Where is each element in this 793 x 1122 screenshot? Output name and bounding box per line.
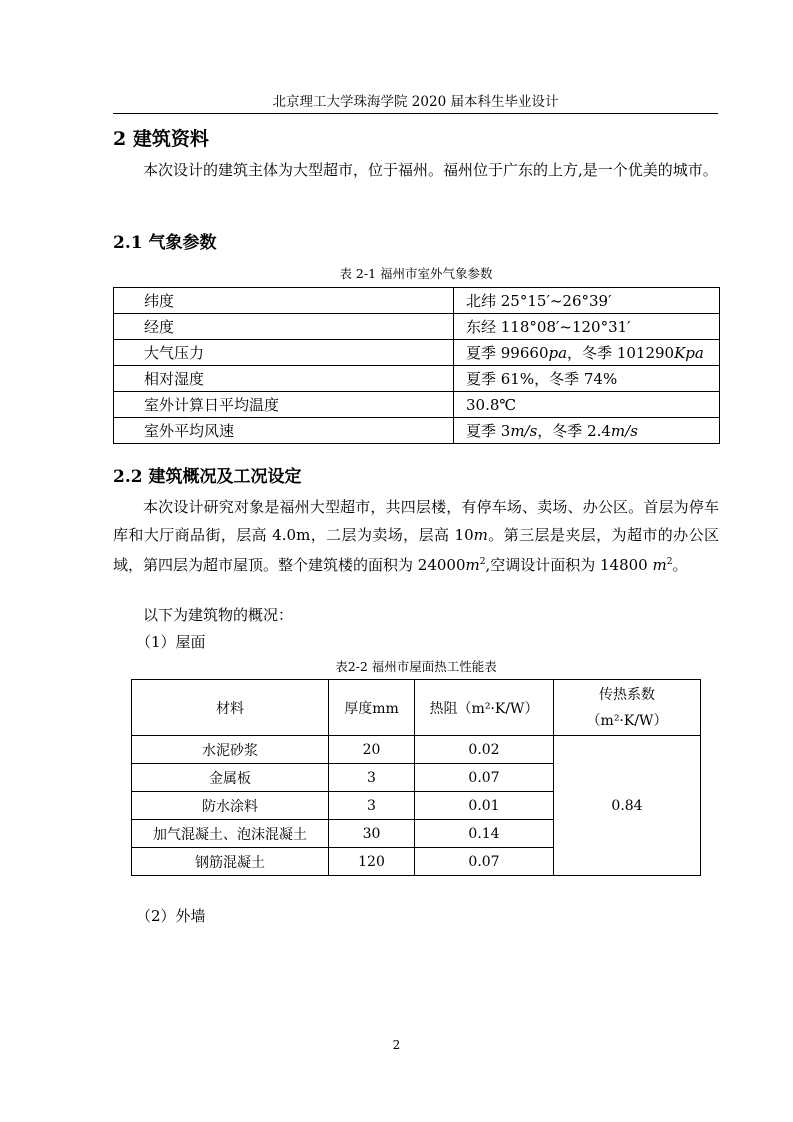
table-row <box>114 418 720 444</box>
superscript: 2 <box>479 557 486 567</box>
unit-text: Kpa <box>674 344 704 362</box>
item-roof: （1）屋面 <box>136 633 206 651</box>
superscript: 2 <box>666 557 673 567</box>
subsection-title-weather: 2.1 气象参数 <box>113 233 217 253</box>
table1-caption: 表 2-1 福州市室外气象参数 <box>339 266 493 281</box>
cell-coefficient: 0.84 <box>554 736 701 876</box>
overview-intro: 以下为建筑物的概况： <box>143 606 294 624</box>
header-coefficient-line2: （m²·K/W） <box>586 712 668 729</box>
unit-text: pa <box>548 344 568 362</box>
cell-resistance: 0.07 <box>415 848 554 876</box>
table-cell-label: 室外平均风速 <box>114 418 454 444</box>
header-resistance: 热阻（m²·K/W） <box>415 680 554 736</box>
table-row <box>132 736 701 764</box>
unit-text: m <box>465 556 480 574</box>
table2-caption: 表2-2 福州市屋面热工性能表 <box>335 659 497 674</box>
table-cell-value <box>454 340 720 366</box>
cell-resistance: 0.02 <box>415 736 554 764</box>
table-row <box>114 392 720 418</box>
table-row <box>114 288 720 314</box>
unit-text: m/s <box>610 422 638 440</box>
text-span: 本次设计研究对象是福州大型超市，共四层楼，有停车场、卖场、办公区。首层为停车库和大厅商品街，层高 4.0m，二层为卖场，层高 10 <box>113 498 719 544</box>
value-text: 夏季 99660 <box>466 344 549 362</box>
header-coefficient-line1: 传热系数 <box>599 686 655 703</box>
building-paragraph <box>113 494 719 580</box>
subsection-title-building: 2.2 建筑概况及工况设定 <box>113 467 302 487</box>
cell-resistance: 0.01 <box>415 792 554 820</box>
cell-material: 防水涂料 <box>132 792 329 820</box>
cell-material: 水泥砂浆 <box>132 736 329 764</box>
weather-parameters-table <box>113 287 720 444</box>
cell-resistance: 0.14 <box>415 820 554 848</box>
table-header-row <box>132 680 701 736</box>
table-row <box>114 340 720 366</box>
table-row <box>114 366 720 392</box>
page-number: 2 <box>392 1038 401 1052</box>
cell-thickness: 3 <box>329 792 415 820</box>
table-cell-label: 大气压力 <box>114 340 454 366</box>
page-header: 北京理工大学珠海学院 2020 届本科生毕业设计 <box>113 91 718 114</box>
cell-thickness: 20 <box>329 736 415 764</box>
table-cell-value: 夏季 61%，冬季 74% <box>454 366 720 392</box>
text-span: ,空调设计面积为 14800 <box>485 556 653 574</box>
cell-thickness: 120 <box>329 848 415 876</box>
unit-text: m <box>652 556 667 574</box>
cell-thickness: 30 <box>329 820 415 848</box>
value-text: 夏季 3 <box>466 422 511 440</box>
section-title: 2 建筑资料 <box>113 128 209 150</box>
header-material: 材料 <box>132 680 329 736</box>
cell-material: 钢筋混凝土 <box>132 848 329 876</box>
value-text: ，冬季 2.4 <box>537 422 611 440</box>
cell-thickness: 3 <box>329 764 415 792</box>
header-coefficient <box>554 680 701 736</box>
text-span: 。 <box>672 556 688 574</box>
unit-text: m/s <box>510 422 538 440</box>
value-text: ，冬季 101290 <box>567 344 675 362</box>
intro-paragraph: 本次设计的建筑主体为大型超市，位于福州。福州位于广东的上方,是一个优美的城市。 <box>143 161 718 179</box>
cell-material: 金属板 <box>132 764 329 792</box>
table-row <box>114 314 720 340</box>
cell-material: 加气混凝土、泡沫混凝土 <box>132 820 329 848</box>
roof-thermal-table <box>131 679 701 876</box>
table-cell-value: 30.8℃ <box>454 392 720 418</box>
header-thickness: 厚度mm <box>329 680 415 736</box>
table-cell-value <box>454 418 720 444</box>
cell-resistance: 0.07 <box>415 764 554 792</box>
text-span: 。第三层是夹层，为超市的办公区域，第四层为超市屋顶。整个建筑楼的面积为 24000 <box>113 525 719 574</box>
unit-text: m <box>473 525 488 544</box>
table-cell-label: 室外计算日平均温度 <box>114 392 454 418</box>
table-cell-value: 北纬 25°15′~26°39′ <box>454 288 720 314</box>
table-cell-label: 经度 <box>114 314 454 340</box>
item-exterior-wall: （2）外墙 <box>136 907 206 925</box>
table-cell-label: 纬度 <box>114 288 454 314</box>
table-cell-value: 东经 118°08′~120°31′ <box>454 314 720 340</box>
table-cell-label: 相对湿度 <box>114 366 454 392</box>
